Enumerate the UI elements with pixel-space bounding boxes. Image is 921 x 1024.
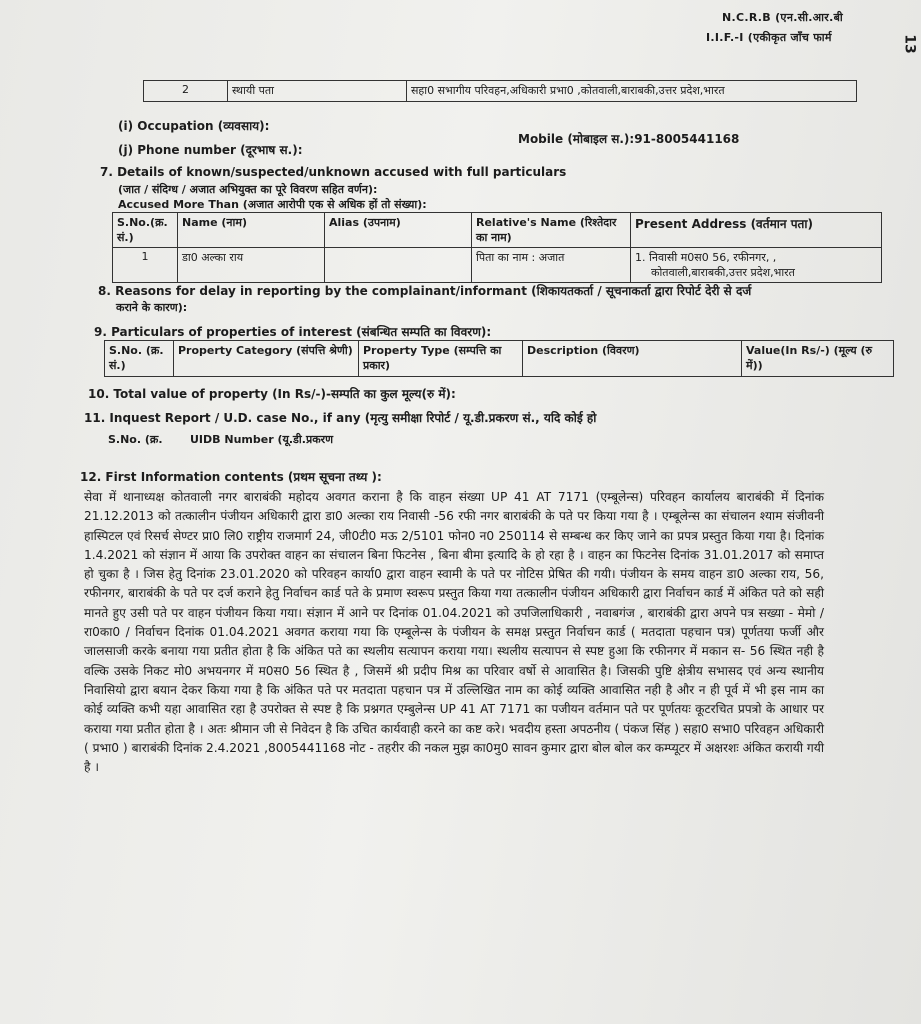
ncrb-header: N.C.R.B (एन.सी.आर.बी xyxy=(722,11,844,24)
iif-header: I.I.F.-I (एकीकृत जाँच फार्म xyxy=(706,31,832,44)
section7-title: 7. Details of known/suspected/unknown accused with full particulars xyxy=(100,165,567,179)
prop-col-description: Description (विवरण) xyxy=(523,341,742,377)
address-type: स्थायी पता xyxy=(228,81,407,102)
accused-table xyxy=(112,212,882,283)
accused-sno: 1 xyxy=(113,248,178,283)
accused-address-line1: 1. निवासी म0स0 56, रफीनगर, , xyxy=(635,251,777,264)
accused-relative: पिता का नाम : अजात xyxy=(472,248,631,283)
address-table xyxy=(143,80,857,102)
property-table xyxy=(104,340,894,377)
accused-name: डा0 अल्का राय xyxy=(178,248,325,283)
accused-more-than: Accused More Than (अजात आरोपी एक से अधिक हों तो संख्या): xyxy=(118,198,427,211)
phone-label: (j) Phone number (दूरभाष स.): xyxy=(118,143,303,157)
prop-col-type: Property Type (सम्पत्ति का प्रकार) xyxy=(359,341,523,377)
section12-title: 12. First Information contents (प्रथम सूचना तथ्य ): xyxy=(80,470,382,484)
section8-title2: कराने के कारण): xyxy=(116,301,188,314)
mobile-number: Mobile (मोबाइल स.):91-8005441168 xyxy=(518,132,740,146)
accused-alias xyxy=(325,248,472,283)
section11-title: 11. Inquest Report / U.D. case No., if any (मृत्यु समीक्षा रिपोर्ट / यू.डी.प्रकरण सं., यदि कोई हो xyxy=(84,411,597,425)
accused-address xyxy=(631,248,882,283)
prop-col-category: Property Category (संपत्ति श्रेणी) xyxy=(174,341,359,377)
prop-col-sno: S.No. (क्र. सं.) xyxy=(105,341,174,377)
section10-title: 10. Total value of property (In Rs/-)-सम्पति का कुल मूल्य(रु में): xyxy=(88,387,456,401)
col-sno: S.No.(क्र. सं.) xyxy=(113,213,178,248)
address-value: सहा0 सभागीय परिवहन,अधिकारी प्रभा0 ,कोतवाली,बाराबकी,उत्तर प्रदेश,भारत xyxy=(407,81,857,102)
section9-title: 9. Particulars of properties of interest (संबन्धित सम्पति का विवरण): xyxy=(94,325,492,339)
page-number: 13 xyxy=(901,34,918,54)
col-relative: Relative's Name (रिश्तेदार का नाम) xyxy=(472,213,631,248)
first-information-body: सेवा में थानाध्यक्ष कोतवाली नगर बाराबंकी महोदय अवगत कराना है कि वाहन संख्या UP 41 AT 7171 (एम्बूलेन्स) परिवहन कार्यालय बाराबंकी में दिनांक 21.12.2013 को तत्कालीन पंजीयन अधिकारी द्वारा डा0 अल्का राय निवासी -56 रफी नगर बाराबंकी के पते पर किया गया है । एम्बूलेन्स का संचालन श्याम संजीवनी हास्पिटल एवं रिसर्च सेण्टर प्रा0 लि0 राष्ट्रीय राजमार्ग 24, जी0टी0 मऊ 2/5101 फोन0 न0 250114 से सम्बन्ध कर किए जाने का प्रपत्र प्रस्तुत किया गया है। दिनांक 1.4.2021 को संज्ञान में आया कि उपरोक्त वाहन का संचालन बिना फिटनेस , बिना बीमा इत्यादि के हो रहा है । वाहन का फिटनेस दिनांक 31.01.2017 को समाप्त हो चुका है । जिस हेतु दिनांक 23.01.2020 को परिवहन कार्या0 द्वारा वाहन स्वामी के पते पर नोटिस प्रेषित की गयी। पंजीयन के समय वाहन डा0 अल्का राय, 56, रफीनगर, बाराबंकी के पते पर दर्ज कराने हेतु निर्वाचन कार्ड पते के प्रमाण स्वरूप प्रस्तुत किया गया तत्कालीन पंजीयन अधिकारी द्वारा निर्वाचन कार्ड में अंकित पते को सही मानते हुए उसी पते पर वाहन पंजीयन किया गया। संज्ञान में आने पर दिनांक 01.04.2021 को उपजिलाधिकारी , नवाबगंज , बाराबंकी द्वारा अपने पत्र सख्या - मेमो /रा0का0 / निर्वाचन दिनांक 01.04.2021 अवगत कराया गया कि एम्बूलेन्स के पंजीयन के समक्ष प्रस्तुत निर्वाचन कार्ड ( मतदाता पहचान पत्र) पूर्णतया फर्जी और जालसाजी करके बनाया गया प्रतीत होता है कि अंकित पते का स्थलीय सत्यापन कराया गया। स्थलीय सत्यापन से स्पष्ट हुआ कि रफीनगर में मकान स- 56 स्थित नही है वल्कि उसके निकट मो0 अभयनगर में म0स0 56 स्थित है , जिसमें श्री प्रदीप मिश्र का परिवार वर्षो से आवासित है। जिसकी पुष्टि क्षेत्रीय सभासद एवं अन्य स्थानीय निवासियो द्वारा बयान देकर किया गया है कि अंकित पते पर मतदाता पहचान पत्र में उल्लिखित नाम का कोई व्यक्ति आवासित नही है और न ही पूर्व में भी इस नाम का कोई व्यक्ति कभी यहा आवासित रहा है उपरोक्त से स्पष्ट है कि प्रश्नगत एम्बुलेन्स UP 41 AT 7171 का पजीयन वर्तमान पते पर पूर्णतयः कूटरचित प्रपत्रो के आधार पर कराया गया प्रतीत होता है । अतः श्रीमान जी से निवेदन है कि उचित कार्यवाही करने का कष्ट करे। भवदीय हस्ता अपठनीय ( पंकज सिंह ) सहा0 सभा0 परिवहन अधिकारी ( प्रभा0 ) बाराबंकी दिनांक 2.4.2021 ,8005441168 नोट - तहरीर की नकल मुझ का0मु0 सावन कुमार द्वारा बोल बोल कर कम्प्यूटर में अक्षरशः अंकित करायी गयी है । xyxy=(84,490,824,775)
col-present-address: Present Address (वर्तमान पता) xyxy=(631,213,882,248)
accused-address-line2: कोतवाली,बाराबकी,उत्तर प्रदेश,भारत xyxy=(651,266,795,279)
section11-uidb: UIDB Number (यू.डी.प्रकरण xyxy=(190,433,334,446)
col-alias: Alias (उपनाम) xyxy=(325,213,472,248)
section11-sno: S.No. (क्र. xyxy=(108,433,163,446)
section7-subtitle: (जात / संदिग्ध / अजात अभियुक्त का पूरे विवरण सहित वर्णन): xyxy=(118,183,378,196)
col-name: Name (नाम) xyxy=(178,213,325,248)
address-no: 2 xyxy=(144,81,228,102)
prop-col-value: Value(In Rs/-) (मूल्य (रु में)) xyxy=(742,341,894,377)
section8-title: 8. Reasons for delay in reporting by the complainant/informant (शिकायतकर्ता / सूचनाकर्ता द्वारा रिपोर्ट देरी से दर्ज xyxy=(98,284,752,298)
occupation-label: (i) Occupation (व्यवसाय): xyxy=(118,119,270,133)
